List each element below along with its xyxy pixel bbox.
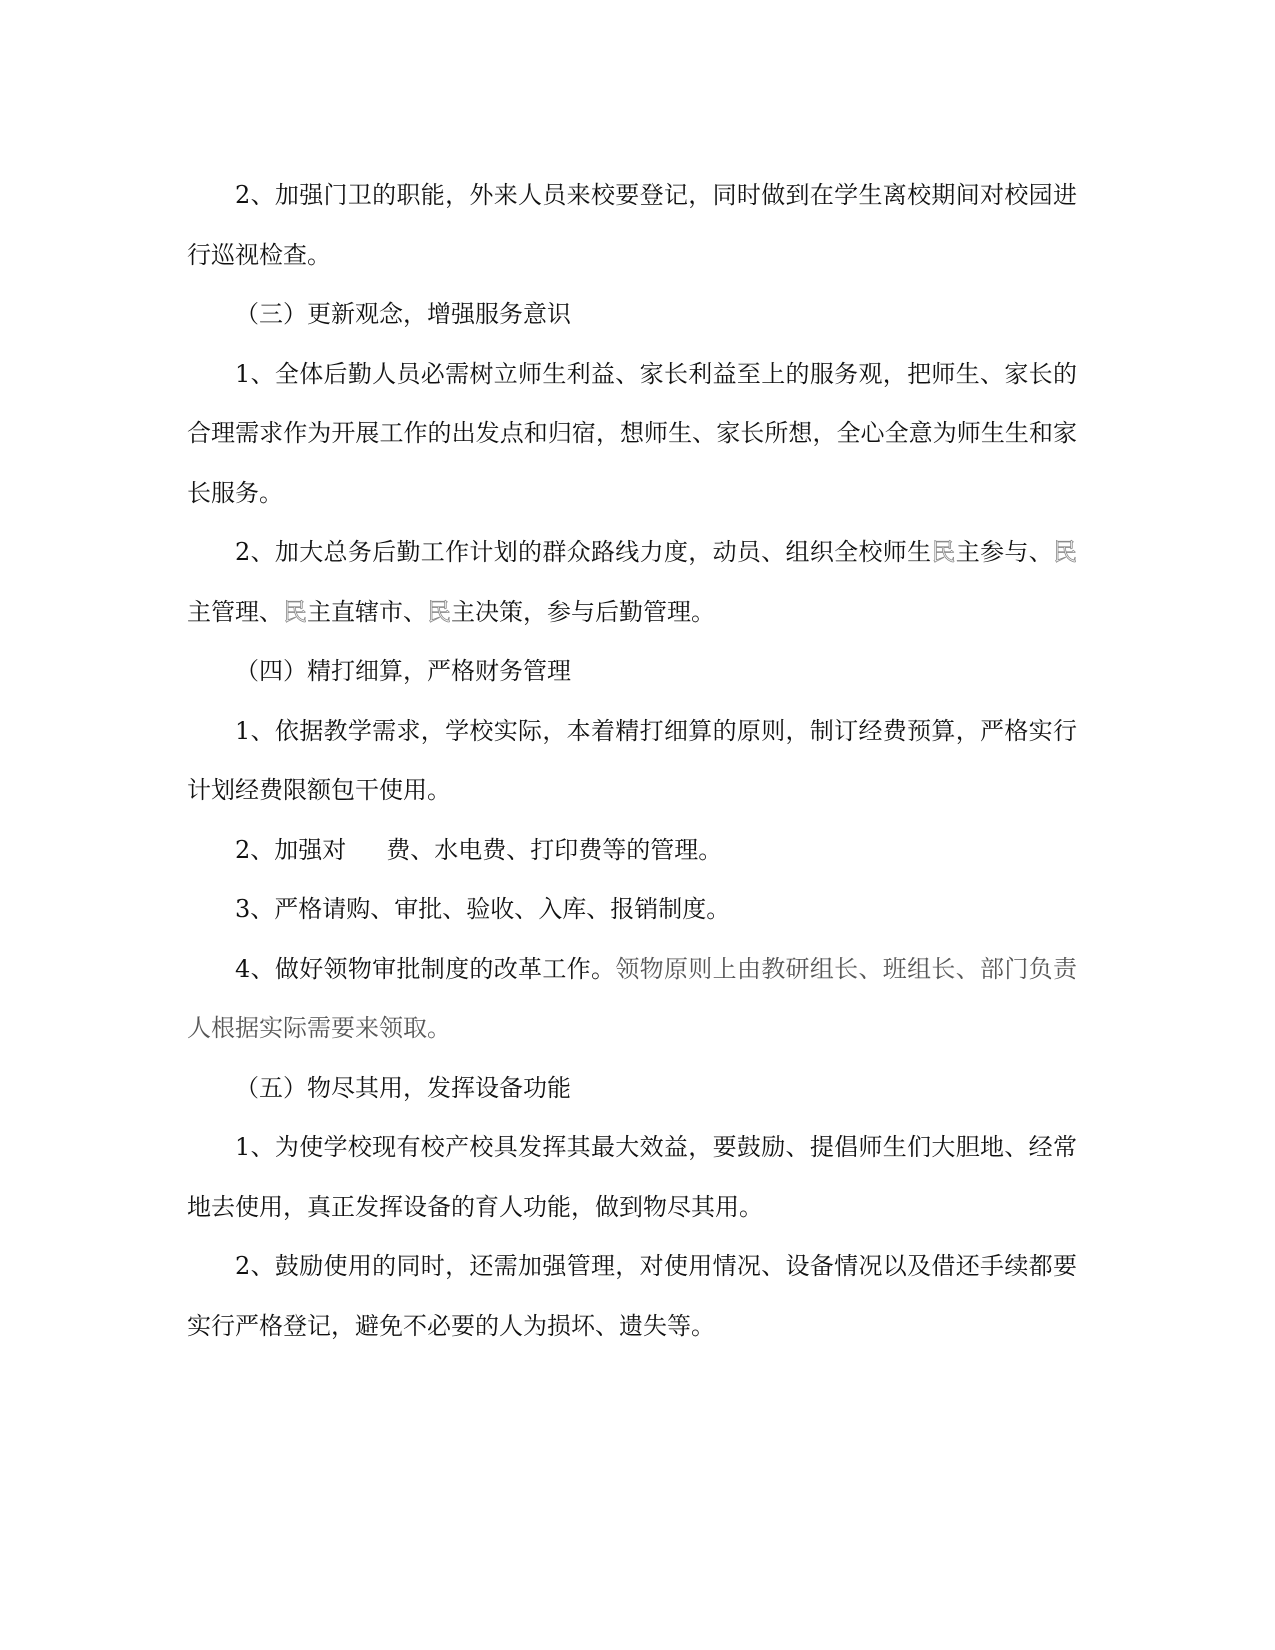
text-segment: 主直辖市、 bbox=[307, 597, 427, 626]
paragraph-expense-management bbox=[187, 821, 1077, 881]
section-heading-3: （三）更新观念，增强服务意识 bbox=[235, 300, 571, 328]
section-heading-4: （四）精打细算，严格财务管理 bbox=[235, 657, 571, 685]
text-segment: 主管理、 bbox=[187, 597, 283, 626]
text-segment: 2、加强对 bbox=[235, 835, 347, 864]
gray-text-segment: 领物原则上由教研组长、班组长、部门负责人根据实际需要来领取。 bbox=[187, 954, 1077, 1042]
paragraph-equipment-registration: 2、鼓励使用的同时，还需加强管理，对使用情况、设备情况以及借还手续都要实行严格登记，避免不必要的人为损坏、遗失等。 bbox=[187, 1252, 1077, 1340]
text-segment: 主参与、 bbox=[955, 538, 1054, 566]
paragraph-requisition-reform bbox=[187, 940, 1077, 1059]
faded-character: 民 bbox=[931, 538, 956, 566]
paragraph-budget: 1、依据教学需求，学校实际，本着精打细算的原则，制订经费预算，严格实行计划经费限额包干使用。 bbox=[187, 716, 1077, 804]
text-segment: 4、做好领物审批制度的改革工作。 bbox=[235, 954, 616, 983]
paragraph-service-view: 1、全体后勤人员必需树立师生利益、家长利益至上的服务观，把师生、家长的合理需求作为开展工作的出发点和归宿，想师生、家长所想，全心全意为师生生和家长服务。 bbox=[187, 359, 1077, 507]
text-segment: 费、水电费、打印费等的管理。 bbox=[386, 835, 723, 864]
faded-character: 民 bbox=[283, 597, 307, 626]
faded-character: 民 bbox=[427, 597, 451, 626]
text-segment: 2、加大总务后勤工作计划的群众路线力度，动员、组织全校师生 bbox=[235, 538, 932, 566]
paragraph-gatekeeper: 2、加强门卫的职能，外来人员来校要登记，同时做到在学生离校期间对校园进行巡视检查。 bbox=[187, 181, 1077, 269]
paragraph-equipment-use: 1、为使学校现有校产校具发挥其最大效益，要鼓励、提倡师生们大胆地、经常地去使用，真正发挥设备的育人功能，做到物尽其用。 bbox=[187, 1133, 1077, 1221]
document-body bbox=[187, 166, 1077, 1356]
faded-character: 民 bbox=[1053, 538, 1078, 566]
paragraph-purchase-procedure: 3、严格请购、审批、验收、入库、报销制度。 bbox=[235, 895, 731, 923]
section-heading-5: （五）物尽其用，发挥设备功能 bbox=[235, 1073, 571, 1102]
text-segment: 主决策，参与后勤管理。 bbox=[451, 597, 715, 626]
paragraph-mass-line bbox=[187, 523, 1077, 642]
